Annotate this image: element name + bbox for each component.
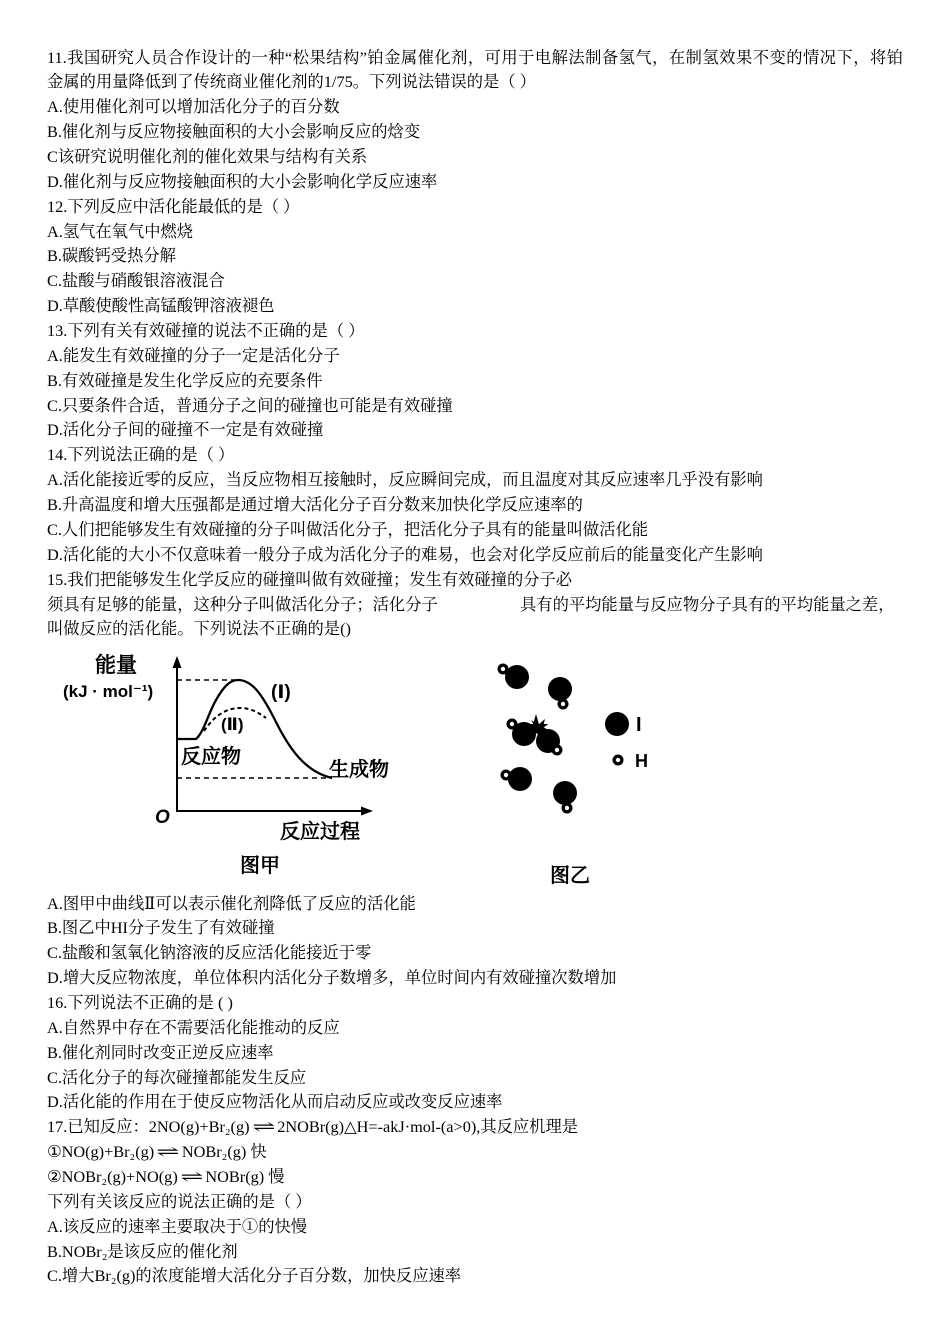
q15-stem-line-2 (47, 593, 917, 618)
legend-hydrogen-label: H (635, 751, 648, 771)
legend-iodine-atom (605, 712, 629, 736)
legend-iodine-label: I (636, 714, 642, 736)
hydrogen-atom-center (561, 702, 565, 706)
figure-a-curve-2-label: (Ⅱ) (221, 715, 244, 734)
figure-a-products-label: 生成物 (329, 759, 389, 781)
hi-molecule-1 (498, 664, 530, 690)
q12-option-b: B.碳酸钙受热分解 (47, 246, 176, 266)
hydrogen-atom-center (504, 773, 508, 777)
q17-mechanism-step-1 (47, 1140, 917, 1165)
hydrogen-atom-center (501, 667, 505, 671)
hydrogen-atom-center (555, 748, 559, 752)
hi-molecule-4 (553, 781, 577, 814)
q11-stem-line-1: 11.我国研究人员合作设计的一种“松果结构”铂金属催化剂，可用于电解法制备氢气，在制氢效果不变的情况下，将铂 (47, 47, 903, 67)
hydrogen-atom-center (565, 806, 569, 810)
figure-a-caption: 图甲 (240, 855, 280, 877)
q15-stem-line-3: 叫做反应的活化能。下列说法不正确的是() (47, 619, 351, 639)
q15-stem-line-1: 15.我们把能够发生化学反应的碰撞叫做有效碰撞；发生有效碰撞的分子必 (47, 569, 573, 589)
q14-option-d: D.活化能的大小不仅意味着一般分子成为活化分子的难易，也会对化学反应前后的能量变化产生影响 (47, 544, 763, 564)
step-1-left: ①NO(g)+Br₂(g) (47, 1142, 155, 1162)
q15-stem-line-2-part-2: 具有的平均能量与反应物分子具有的平均能量之差， (520, 594, 895, 614)
figure-b-caption: 图乙 (550, 865, 590, 887)
questions-11-15-block (47, 46, 917, 643)
q16-option-c: C.活化分子的每次碰撞都能发生反应 (47, 1067, 307, 1087)
figure-a-curve-1-label: (Ⅰ) (271, 682, 291, 703)
q12-stem: 12.下列反应中活化能最低的是（ ） (47, 196, 300, 216)
q15-option-b: B.图乙中HI分子发生了有效碰撞 (47, 918, 275, 938)
q15-option-d: D.增大反应物浓度，单位体积内活化分子数增多，单位时间内有效碰撞次数增加 (47, 968, 617, 988)
figure-a-origin-label: O (155, 807, 170, 828)
figure-a-y-label: 能量 (95, 654, 137, 677)
hi-collision (507, 714, 563, 756)
equilibrium-arrow-icon: ⇌ (251, 1117, 275, 1137)
q17-equation-right: 2NOBr(g)△H=-akJ·mol-(a>0),其反应机理是 (277, 1117, 579, 1137)
q17-option-c: C.增大Br₂(g)的浓度能增大活化分子百分数，加快反应速率 (47, 1266, 462, 1286)
q17-option-a: A.该反应的速率主要取决于①的快慢 (47, 1216, 308, 1236)
q16-stem: 16.下列说法不正确的是 ( ) (47, 993, 233, 1013)
q14-option-c: C.人们把能够发生有效碰撞的分子叫做活化分子，把活化分子具有的能量叫做活化能 (47, 519, 649, 539)
iodine-atom (505, 665, 529, 689)
q11-option-a: A.使用催化剂可以增加活化分子的百分数 (47, 97, 340, 117)
step-2-left: ②NOBr₂(g)+NO(g) (47, 1167, 178, 1187)
hi-molecule-2 (548, 677, 572, 710)
q15-option-a: A.图甲中曲线Ⅱ可以表示催化剂降低了反应的活化能 (47, 893, 416, 913)
q15-stem-line-2-part-1: 须具有足够的能量，这种分子叫做活化分子；活化分子 (47, 594, 438, 614)
step-2-right: NOBr(g) 慢 (205, 1167, 285, 1187)
figure-a-energy-diagram (63, 653, 389, 877)
figure-a-x-label: 反应过程 (280, 821, 360, 843)
q17-equation-left: 17.已知反应：2NO(g)+Br₂(g) (47, 1117, 250, 1137)
hi-molecule-3 (501, 767, 533, 791)
figure-a-y-axis-arrow (173, 656, 182, 668)
equilibrium-arrow-icon: ⇌ (179, 1167, 204, 1187)
q11-option-c: C该研究说明催化剂的催化效果与结构有关系 (47, 147, 368, 167)
iodine-atom (553, 781, 577, 805)
q17-mechanism-step-2 (47, 1165, 917, 1190)
figure-b-legend (605, 712, 648, 771)
figure-a-reactants-label: 反应物 (181, 746, 241, 768)
q12-option-c: C.盐酸与硝酸银溶液混合 (47, 271, 225, 291)
q16-option-a: A.自然界中存在不需要活化能推动的反应 (47, 1017, 340, 1037)
q14-option-a: A.活化能接近零的反应，当反应物相互接触时，反应瞬间完成，而且温度对其反应速率几乎没有影响 (47, 470, 763, 490)
figure-a-x-axis-arrow (361, 807, 373, 816)
q13-option-d: D.活化分子间的碰撞不一定是有效碰撞 (47, 420, 324, 440)
q14-stem: 14.下列说法正确的是（ ） (47, 445, 235, 465)
q13-option-b: B.有效碰撞是发生化学反应的充要条件 (47, 370, 323, 390)
figure-a-y-unit: (kJ · mol⁻¹) (63, 682, 154, 701)
hydrogen-atom-center (510, 722, 514, 726)
q15-figures (0, 640, 950, 892)
q14-option-b: B.升高温度和增大压强都是通过增大活化分子百分数来加快化学反应速率的 (47, 495, 583, 515)
q13-option-c: C.只要条件合适，普通分子之间的碰撞也可能是有效碰撞 (47, 395, 453, 415)
q11-stem-line-2: 金属的用量降低到了传统商业催化剂的1/75。下列说法错误的是（ ） (47, 72, 536, 92)
q16-option-d: D.活化能的作用在于使反应物活化从而启动反应或改变反应速率 (47, 1092, 503, 1112)
q16-option-b: B.催化剂同时改变正逆反应速率 (47, 1042, 274, 1062)
figure-b-molecules (498, 664, 649, 888)
q15-option-c: C.盐酸和氢氧化钠溶液的反应活化能接近于零 (47, 943, 372, 963)
q17-option-b: B.NOBr₂是该反应的催化剂 (47, 1241, 238, 1261)
iodine-atom (508, 767, 532, 791)
q13-stem: 13.下列有关有效碰撞的说法不正确的是（ ） (47, 321, 365, 341)
q17-stem (47, 1115, 917, 1140)
q13-option-a: A.能发生有效碰撞的分子一定是活化分子 (47, 345, 340, 365)
q11-option-d: D.催化剂与反应物接触面积的大小会影响化学反应速率 (47, 171, 438, 191)
q12-option-a: A.氢气在氧气中燃烧 (47, 221, 194, 241)
step-1-right: NOBr₂(g) 快 (181, 1142, 267, 1162)
q17-sub-stem: 下列有关该反应的说法正确的是（ ） (47, 1191, 312, 1211)
equilibrium-arrow-icon: ⇌ (156, 1142, 180, 1162)
q12-option-d: D.草酸使酸性高锰酸钾溶液褪色 (47, 296, 275, 316)
q11-option-b: B.催化剂与反应物接触面积的大小会影响反应的焓变 (47, 122, 421, 142)
questions-15-17-block (47, 892, 917, 1290)
iodine-atom (548, 677, 572, 701)
legend-hydrogen-atom-center (616, 758, 620, 762)
